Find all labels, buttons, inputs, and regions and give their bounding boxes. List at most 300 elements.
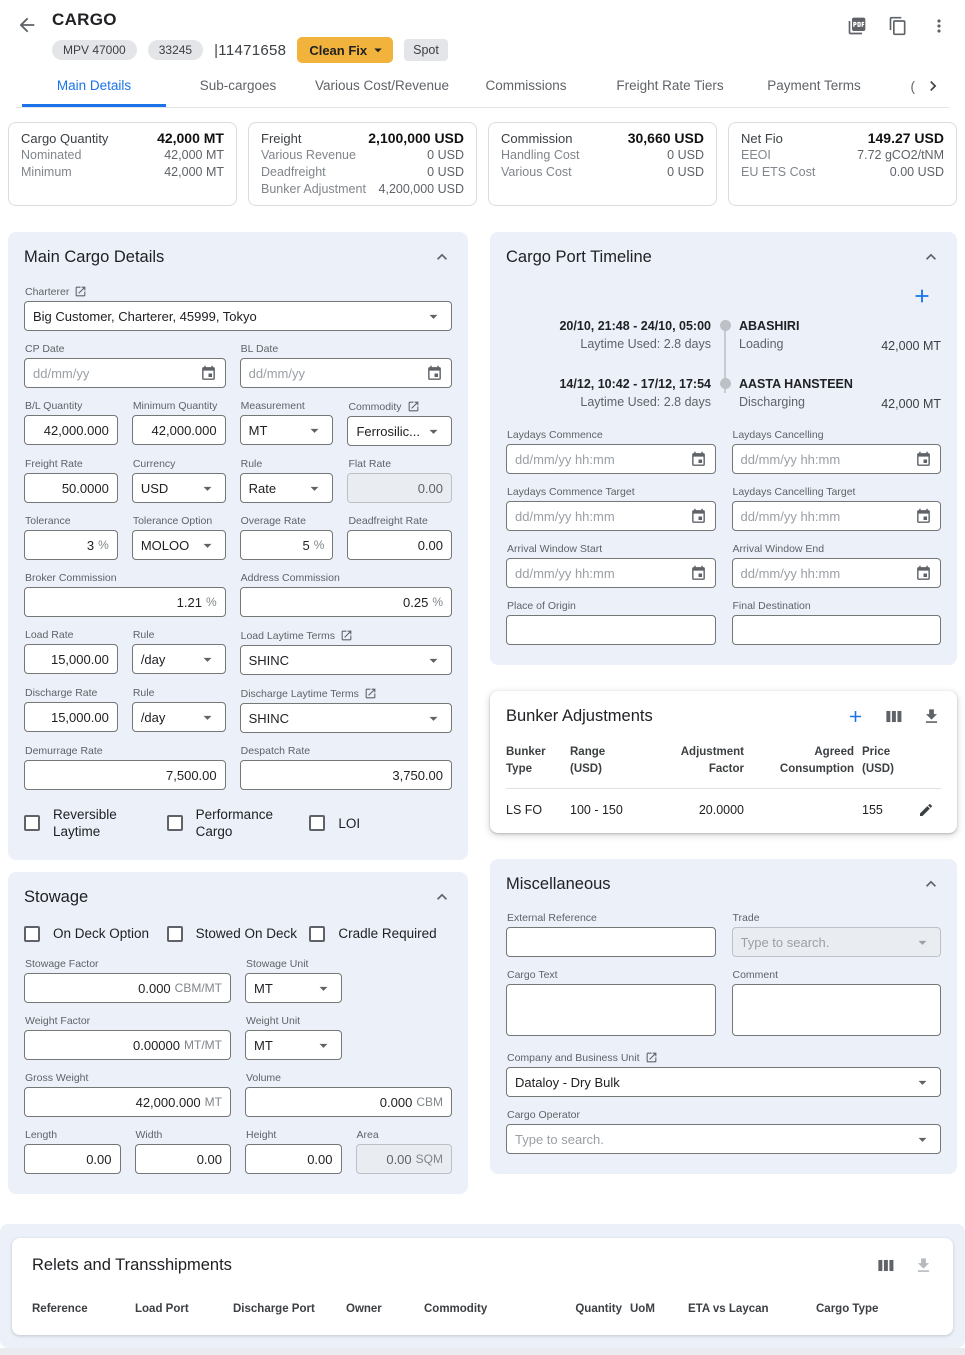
minimum-quantity-value[interactable] bbox=[141, 423, 217, 438]
unit-suffix: CBM bbox=[416, 1095, 443, 1109]
weight-factor-value[interactable] bbox=[33, 1038, 180, 1053]
weight-factor-field bbox=[24, 1015, 231, 1060]
laydays-cancelling-target-text[interactable] bbox=[741, 509, 912, 524]
bl-quantity-input[interactable] bbox=[24, 415, 118, 445]
final-destination-input[interactable] bbox=[732, 615, 942, 645]
demurrage-rate-label: Demurrage Rate bbox=[25, 745, 103, 757]
place-of-origin-text[interactable] bbox=[515, 623, 707, 638]
page-title: CARGO bbox=[52, 10, 117, 29]
col-bunker-type: Bunker bbox=[506, 746, 546, 758]
on-deck-option-checkbox[interactable] bbox=[24, 925, 167, 942]
address-commission-field bbox=[240, 572, 452, 617]
length-label: Length bbox=[25, 1129, 58, 1141]
pencil-icon[interactable] bbox=[918, 802, 934, 818]
unit-suffix: MT bbox=[204, 1095, 222, 1109]
port-timeline bbox=[506, 319, 941, 411]
card-title: Net Fio bbox=[741, 131, 783, 146]
tolerance-field bbox=[24, 515, 118, 560]
tolerance-input[interactable] bbox=[24, 530, 118, 560]
columns-icon[interactable] bbox=[876, 1256, 895, 1275]
tab-sub-cargoes[interactable]: Sub-cargoes bbox=[199, 78, 277, 93]
broker-commission-field bbox=[24, 572, 226, 617]
width-label: Width bbox=[135, 1129, 163, 1141]
bl-date-text[interactable] bbox=[249, 366, 422, 381]
flat-rate-value bbox=[356, 481, 443, 496]
laytime-used: Laytime Used: 2.8 days bbox=[580, 395, 711, 409]
cp-date-label: CP Date bbox=[25, 343, 65, 355]
laydays-cancelling-target-field bbox=[732, 486, 942, 531]
calendar-icon[interactable] bbox=[426, 365, 443, 382]
col-adjustment-factor: Adjustment bbox=[680, 746, 744, 758]
checkbox-label: On Deck Option bbox=[53, 926, 150, 941]
card-sub-value: 42,000 MT bbox=[164, 165, 224, 179]
dropdown-caret-icon bbox=[198, 536, 217, 555]
tolerance-label: Tolerance bbox=[25, 515, 71, 527]
despatch-rate-value[interactable] bbox=[249, 768, 443, 783]
freight-rate-input[interactable] bbox=[24, 473, 118, 503]
dropdown-caret-icon bbox=[424, 422, 443, 441]
weight-unit-select[interactable] bbox=[245, 1030, 342, 1060]
port-call-dates: 14/12, 10:42 - 17/12, 17:54 bbox=[559, 377, 711, 391]
col-uom: UoM bbox=[630, 1303, 655, 1315]
bl-quantity-value[interactable] bbox=[33, 423, 109, 438]
freight-rate-field bbox=[24, 458, 118, 503]
discharge-rule-label: Rule bbox=[132, 687, 155, 699]
card-sub-label: Deadfreight bbox=[261, 165, 326, 179]
charterer-field bbox=[24, 285, 452, 331]
arrival-window-end-input[interactable] bbox=[732, 558, 942, 588]
laydays-cancelling-label: Laydays Cancelling bbox=[732, 429, 824, 441]
unit-suffix: SQM bbox=[415, 1152, 443, 1166]
bl-quantity-label: B/L Quantity bbox=[25, 400, 83, 412]
currency-label: Currency bbox=[132, 458, 176, 470]
card-title: Commission bbox=[501, 131, 573, 146]
comment-textarea[interactable] bbox=[732, 984, 942, 1036]
arrival-window-start-field bbox=[506, 543, 716, 588]
gross-weight-label: Gross Weight bbox=[25, 1072, 89, 1084]
checkbox-icon[interactable] bbox=[309, 926, 325, 942]
bunker-adjustments-title: Bunker Adjustments bbox=[506, 707, 653, 725]
arrival-window-end-text[interactable] bbox=[741, 566, 912, 581]
final-destination-field bbox=[732, 600, 942, 645]
tab-various-cost-revenue[interactable]: Various Cost/Revenue bbox=[314, 78, 450, 93]
col-quantity: Quantity bbox=[575, 1303, 622, 1315]
checkbox-icon[interactable] bbox=[167, 815, 183, 831]
discharge-laytime-terms-select[interactable] bbox=[240, 703, 452, 733]
stowage-factor-input[interactable] bbox=[24, 973, 231, 1003]
load-rule-value: /day bbox=[140, 651, 166, 667]
port-activity: Loading bbox=[739, 337, 784, 351]
checkbox-icon[interactable] bbox=[24, 815, 40, 831]
download-icon[interactable] bbox=[914, 1256, 933, 1275]
load-rule-select[interactable] bbox=[132, 644, 226, 674]
panel-title-stowage: Stowage bbox=[24, 887, 89, 906]
overage-rate-label: Overage Rate bbox=[240, 515, 306, 527]
summary-cards-row bbox=[8, 122, 957, 206]
laydays-cancelling-target-input[interactable] bbox=[732, 501, 942, 531]
arrival-window-start-text[interactable] bbox=[515, 566, 686, 581]
card-value: 2,100,000 USD bbox=[368, 130, 464, 146]
trade-label: Trade bbox=[732, 912, 760, 924]
chevron-up-icon[interactable] bbox=[921, 247, 941, 267]
rule-select[interactable] bbox=[240, 473, 334, 503]
length-value[interactable] bbox=[33, 1152, 112, 1167]
width-field bbox=[135, 1129, 232, 1174]
cradle-required-checkbox[interactable] bbox=[309, 925, 452, 942]
width-input[interactable] bbox=[135, 1144, 232, 1174]
columns-icon[interactable] bbox=[884, 707, 903, 726]
place-of-origin-input[interactable] bbox=[506, 615, 716, 645]
overage-rate-value[interactable] bbox=[249, 538, 310, 553]
pdf-export-icon[interactable] bbox=[847, 16, 867, 36]
cargo-text-field bbox=[506, 969, 716, 1039]
open-in-new-icon[interactable] bbox=[340, 629, 353, 642]
status-dropdown-button[interactable] bbox=[297, 37, 393, 63]
col-price-usd: Price bbox=[862, 746, 891, 758]
unit-suffix: CBM/MT bbox=[174, 981, 222, 995]
address-commission-label: Address Commission bbox=[240, 572, 340, 584]
bunker-type-cell: LS FO bbox=[506, 803, 543, 817]
currency-select[interactable] bbox=[132, 473, 226, 503]
dropdown-caret-icon bbox=[198, 650, 217, 669]
checkbox-label: Cradle Required bbox=[338, 926, 437, 941]
laydays-commence-target-label: Laydays Commence Target bbox=[507, 486, 635, 498]
chevron-up-icon[interactable] bbox=[921, 874, 941, 894]
spot-badge: Spot bbox=[404, 39, 448, 61]
laytime-used: Laytime Used: 2.8 days bbox=[580, 337, 711, 351]
load-rate-value[interactable] bbox=[33, 652, 109, 667]
relets-section bbox=[0, 1224, 965, 1348]
calendar-icon[interactable] bbox=[690, 565, 707, 582]
loi-checkbox[interactable] bbox=[309, 806, 452, 840]
card-sub-label: Minimum bbox=[21, 165, 72, 179]
gross-weight-value[interactable] bbox=[33, 1095, 201, 1110]
cargo-text-label: Cargo Text bbox=[507, 969, 558, 981]
cp-date-field bbox=[24, 343, 226, 388]
laydays-commence-text[interactable] bbox=[515, 452, 686, 467]
performance-cargo-checkbox[interactable] bbox=[167, 806, 310, 840]
card-sub-label: Nominated bbox=[21, 148, 82, 162]
checkbox-icon[interactable] bbox=[24, 926, 40, 942]
card-sub-value: 0 USD bbox=[427, 148, 464, 162]
stowed-on-deck-checkbox[interactable] bbox=[167, 925, 310, 942]
minimum-quantity-input[interactable] bbox=[132, 415, 226, 445]
gross-weight-input[interactable] bbox=[24, 1087, 231, 1117]
trade-placeholder: Type to search. bbox=[740, 934, 830, 950]
height-value[interactable] bbox=[254, 1152, 333, 1167]
reference-number: |11471658 bbox=[214, 41, 287, 59]
calendar-icon[interactable] bbox=[200, 365, 217, 382]
commodity-field bbox=[347, 400, 452, 446]
arrival-window-start-input[interactable] bbox=[506, 558, 716, 588]
minimum-quantity-field bbox=[132, 400, 226, 446]
rule-field bbox=[240, 458, 334, 503]
demurrage-rate-field bbox=[24, 745, 226, 790]
demurrage-rate-value[interactable] bbox=[33, 768, 217, 783]
rule-value: Rate bbox=[248, 480, 277, 496]
tab-payment-terms[interactable]: Payment Terms bbox=[767, 78, 861, 93]
reversible-laytime-checkbox[interactable] bbox=[24, 806, 167, 840]
volume-input[interactable] bbox=[245, 1087, 452, 1117]
card-sub-value: 0 USD bbox=[427, 165, 464, 179]
currency-field bbox=[132, 458, 226, 503]
stowage-unit-select[interactable] bbox=[245, 973, 342, 1003]
stowage-factor-label: Stowage Factor bbox=[25, 958, 99, 970]
company-business-unit-label: Company and Business Unit bbox=[507, 1051, 640, 1064]
commodity-label: Commodity bbox=[348, 400, 402, 413]
back-arrow-icon[interactable] bbox=[16, 14, 38, 36]
gross-weight-field bbox=[24, 1072, 231, 1117]
load-rate-field bbox=[24, 629, 118, 675]
card-sub-value: 0 USD bbox=[667, 165, 704, 179]
bl-date-label: BL Date bbox=[240, 343, 279, 355]
commodity-select[interactable] bbox=[347, 416, 452, 446]
miscellaneous-panel bbox=[490, 859, 957, 1174]
external-reference-field bbox=[506, 912, 716, 957]
dropdown-caret-icon bbox=[369, 41, 387, 59]
tab-main-details[interactable]: Main Details bbox=[22, 65, 166, 107]
calendar-icon[interactable] bbox=[690, 451, 707, 468]
calendar-icon[interactable] bbox=[690, 508, 707, 525]
tab-freight-rate-tiers[interactable]: Freight Rate Tiers bbox=[616, 78, 724, 93]
load-laytime-terms-select[interactable] bbox=[240, 645, 452, 675]
col-load-port: Load Port bbox=[135, 1303, 189, 1315]
currency-value: USD bbox=[140, 480, 169, 496]
discharge-rule-field bbox=[132, 687, 226, 733]
bottom-scrollbar-track[interactable] bbox=[0, 1348, 965, 1355]
discharge-rule-select[interactable] bbox=[132, 702, 226, 732]
laydays-cancelling-text[interactable] bbox=[741, 452, 912, 467]
calendar-icon[interactable] bbox=[915, 508, 932, 525]
tolerance-value[interactable] bbox=[33, 538, 94, 553]
stowage-panel bbox=[8, 872, 468, 1194]
final-destination-text[interactable] bbox=[741, 623, 933, 638]
open-in-new-icon[interactable] bbox=[74, 285, 87, 298]
dropdown-caret-icon bbox=[913, 1073, 932, 1092]
card-value: 30,660 USD bbox=[627, 130, 704, 146]
deadfreight-rate-value[interactable] bbox=[356, 538, 443, 553]
demurrage-rate-input[interactable] bbox=[24, 760, 226, 790]
discharge-rule-value: /day bbox=[140, 709, 166, 725]
width-value[interactable] bbox=[144, 1152, 223, 1167]
chevron-right-icon[interactable] bbox=[923, 76, 943, 96]
checkbox-icon[interactable] bbox=[309, 815, 325, 831]
percent-suffix: % bbox=[432, 595, 443, 609]
col-cargo-type: Cargo Type bbox=[816, 1303, 879, 1315]
height-label: Height bbox=[246, 1129, 277, 1141]
card-title: Cargo Quantity bbox=[21, 131, 109, 146]
status-label: Clean Fix bbox=[309, 42, 368, 58]
main-cargo-details-panel bbox=[8, 232, 468, 860]
despatch-rate-label: Despatch Rate bbox=[240, 745, 311, 757]
col-owner: Owner bbox=[346, 1303, 382, 1315]
card-sub-value: 4,200,000 USD bbox=[378, 182, 464, 196]
area-label: Area bbox=[356, 1129, 379, 1141]
dropdown-caret-icon bbox=[424, 651, 443, 670]
area-field bbox=[356, 1129, 453, 1174]
weight-factor-label: Weight Factor bbox=[25, 1015, 91, 1027]
kebab-menu-icon[interactable] bbox=[929, 16, 949, 36]
external-reference-label: External Reference bbox=[507, 912, 597, 924]
dropdown-caret-icon bbox=[424, 709, 443, 728]
cargo-operator-placeholder: Type to search. bbox=[515, 1131, 604, 1147]
external-reference-text[interactable] bbox=[515, 935, 707, 950]
bunker-table-row bbox=[506, 789, 941, 833]
cargo-operator-field bbox=[506, 1109, 941, 1154]
range-cell: 100 - 150 bbox=[570, 803, 623, 817]
bl-quantity-field bbox=[24, 400, 118, 446]
overage-rate-input[interactable] bbox=[240, 530, 334, 560]
port-quantity: 42,000 MT bbox=[881, 397, 941, 411]
load-rate-label: Load Rate bbox=[25, 629, 74, 641]
port-call-dates: 20/10, 21:48 - 24/10, 05:00 bbox=[559, 319, 711, 333]
cargo-text-textarea[interactable] bbox=[506, 984, 716, 1036]
checkbox-icon[interactable] bbox=[167, 926, 183, 942]
trade-select bbox=[732, 927, 942, 957]
despatch-rate-input[interactable] bbox=[240, 760, 452, 790]
laydays-cancelling-input[interactable] bbox=[732, 444, 942, 474]
laydays-commence-input[interactable] bbox=[506, 444, 716, 474]
laydays-commence-target-text[interactable] bbox=[515, 509, 686, 524]
commission-card bbox=[488, 122, 717, 206]
download-icon[interactable] bbox=[922, 707, 941, 726]
stowage-unit-label: Stowage Unit bbox=[246, 958, 309, 970]
weight-unit-field bbox=[245, 1015, 342, 1060]
add-port-call-icon[interactable] bbox=[911, 285, 933, 307]
laydays-commence-label: Laydays Commence bbox=[507, 429, 603, 441]
copy-icon[interactable] bbox=[888, 16, 908, 36]
chevron-up-icon[interactable] bbox=[432, 887, 452, 907]
col-agreed-consumption: Agreed bbox=[814, 746, 854, 758]
volume-value[interactable] bbox=[254, 1095, 412, 1110]
weight-factor-input[interactable] bbox=[24, 1030, 231, 1060]
card-sub-value: 0 USD bbox=[667, 148, 704, 162]
discharge-laytime-terms-label: Discharge Laytime Terms bbox=[240, 687, 359, 700]
trade-field bbox=[732, 912, 942, 957]
address-commission-value[interactable] bbox=[249, 595, 429, 610]
chevron-up-icon[interactable] bbox=[432, 247, 452, 267]
bl-date-input[interactable] bbox=[240, 358, 452, 388]
percent-suffix: % bbox=[313, 538, 325, 552]
dropdown-caret-icon bbox=[305, 421, 324, 440]
deadfreight-rate-input[interactable] bbox=[347, 530, 452, 560]
card-title: Freight bbox=[261, 131, 302, 146]
company-business-unit-value: Dataloy - Dry Bulk bbox=[515, 1074, 620, 1090]
col-reference: Reference bbox=[32, 1303, 88, 1315]
timeline-entry-discharging bbox=[506, 377, 941, 411]
load-laytime-terms-field bbox=[240, 629, 452, 675]
comment-field bbox=[732, 969, 942, 1039]
cp-date-text[interactable] bbox=[33, 366, 196, 381]
broker-commission-label: Broker Commission bbox=[25, 572, 117, 584]
bl-date-field bbox=[240, 343, 452, 388]
place-of-origin-label: Place of Origin bbox=[507, 600, 576, 612]
open-in-new-icon[interactable] bbox=[364, 687, 377, 700]
company-business-unit-select[interactable] bbox=[506, 1067, 941, 1097]
relets-card bbox=[12, 1238, 953, 1335]
adjustment-factor-cell: 20.0000 bbox=[698, 803, 744, 817]
cargo-operator-select[interactable] bbox=[506, 1124, 941, 1154]
tolerance-option-select[interactable] bbox=[132, 530, 226, 560]
cargo-operator-label: Cargo Operator bbox=[507, 1109, 580, 1121]
charterer-select[interactable] bbox=[24, 301, 452, 331]
open-in-new-icon[interactable] bbox=[645, 1051, 658, 1064]
laydays-commence-target-input[interactable] bbox=[506, 501, 716, 531]
cp-date-input[interactable] bbox=[24, 358, 226, 388]
charterer-label: Charterer bbox=[25, 285, 70, 298]
add-bunker-adjustment-icon[interactable] bbox=[846, 707, 865, 726]
arrival-window-end-field bbox=[732, 543, 942, 588]
panel-title-main-cargo-details: Main Cargo Details bbox=[24, 247, 165, 266]
comment-label: Comment bbox=[732, 969, 779, 981]
discharge-rate-field bbox=[24, 687, 118, 733]
card-sub-label: Handling Cost bbox=[501, 148, 580, 162]
tab-overflow-clipped: ( bbox=[910, 78, 915, 94]
checkbox-label: Stowed On Deck bbox=[195, 926, 297, 941]
card-sub-label: Various Revenue bbox=[261, 148, 356, 162]
overage-rate-field bbox=[240, 515, 334, 560]
stowage-factor-value[interactable] bbox=[33, 981, 171, 996]
port-activity: Discharging bbox=[739, 395, 806, 409]
dropdown-caret-icon bbox=[913, 1130, 932, 1149]
calendar-icon[interactable] bbox=[915, 451, 932, 468]
col-commodity: Commodity bbox=[424, 1303, 488, 1315]
tolerance-option-value: MOLOO bbox=[140, 537, 190, 553]
dropdown-caret-icon bbox=[198, 708, 217, 727]
address-commission-input[interactable] bbox=[240, 587, 452, 617]
checkbox-label: Reversible Laytime bbox=[53, 807, 117, 839]
card-sub-label: EU ETS Cost bbox=[741, 165, 816, 179]
external-reference-input[interactable] bbox=[506, 927, 716, 957]
dropdown-caret-icon bbox=[424, 307, 443, 326]
calendar-icon[interactable] bbox=[915, 565, 932, 582]
discharge-laytime-terms-field bbox=[240, 687, 452, 733]
place-of-origin-field bbox=[506, 600, 716, 645]
panel-title-miscellaneous: Miscellaneous bbox=[506, 874, 611, 893]
col-eta-vs-laycan: ETA vs Laycan bbox=[688, 1303, 769, 1315]
laydays-commence-target-field bbox=[506, 486, 716, 531]
percent-suffix: % bbox=[98, 538, 109, 552]
open-in-new-icon[interactable] bbox=[407, 400, 420, 413]
panel-title-cargo-port-timeline: Cargo Port Timeline bbox=[506, 247, 652, 266]
tab-commissions[interactable]: Commissions bbox=[485, 78, 567, 93]
height-input[interactable] bbox=[245, 1144, 342, 1174]
length-input[interactable] bbox=[24, 1144, 121, 1174]
broker-commission-value[interactable] bbox=[33, 595, 202, 610]
height-field bbox=[245, 1129, 342, 1174]
tab-bar bbox=[16, 65, 949, 108]
tolerance-option-field bbox=[132, 515, 226, 560]
discharge-rate-value[interactable] bbox=[33, 710, 109, 725]
flat-rate-label: Flat Rate bbox=[348, 458, 392, 470]
measurement-select[interactable] bbox=[240, 415, 334, 445]
cargo-quantity-card bbox=[8, 122, 237, 206]
load-rate-input[interactable] bbox=[24, 644, 118, 674]
discharge-rate-input[interactable] bbox=[24, 702, 118, 732]
discharge-laytime-terms-value: SHINC bbox=[248, 710, 290, 726]
col-range-usd: Range bbox=[570, 746, 606, 758]
card-sub-label: Bunker Adjustment bbox=[261, 182, 366, 196]
broker-commission-input[interactable] bbox=[24, 587, 226, 617]
timeline-dot bbox=[720, 378, 731, 389]
area-value bbox=[365, 1152, 412, 1167]
minimum-quantity-label: Minimum Quantity bbox=[132, 400, 218, 412]
card-sub-label: Various Cost bbox=[501, 165, 572, 179]
despatch-rate-field bbox=[240, 745, 452, 790]
price-cell: 155 bbox=[862, 803, 883, 817]
volume-label: Volume bbox=[246, 1072, 282, 1084]
freight-rate-value[interactable] bbox=[33, 481, 109, 496]
